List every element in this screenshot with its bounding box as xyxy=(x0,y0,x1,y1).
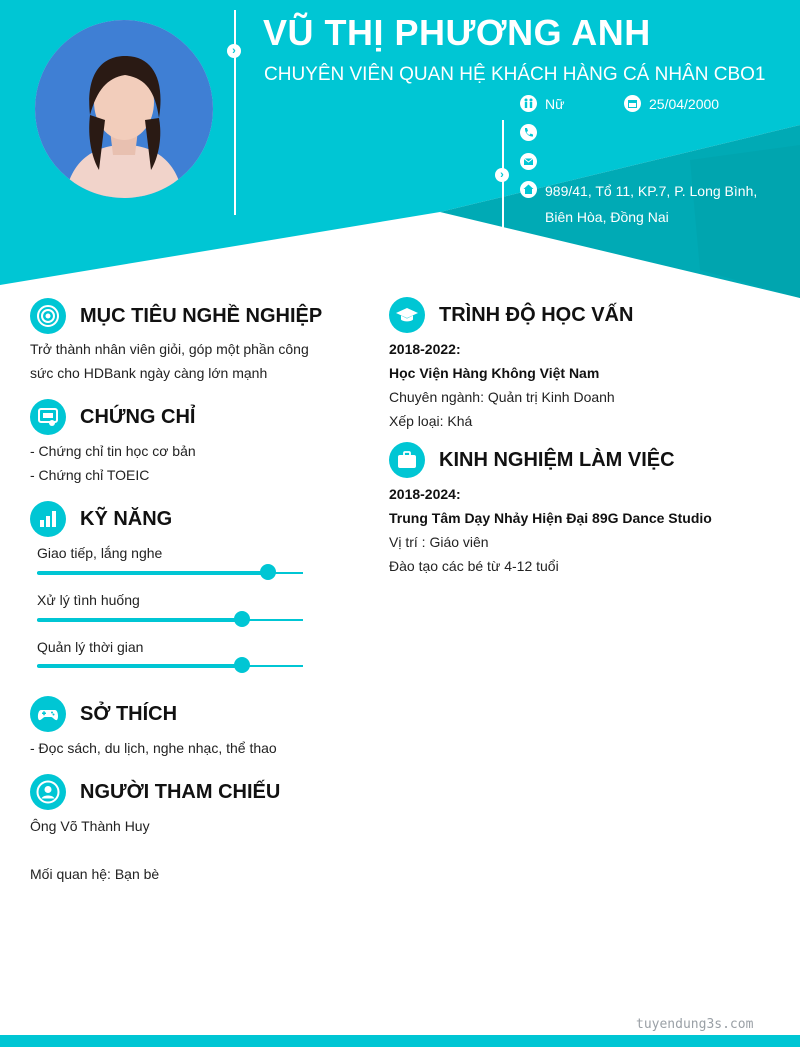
certificate-item: - Chứng chỉ tin học cơ bản xyxy=(30,443,196,459)
hobbies-text: - Đọc sách, du lịch, nghe nhạc, thể thao xyxy=(30,740,277,756)
profile-photo xyxy=(35,20,213,198)
skill-bar-fill xyxy=(37,664,242,668)
references-heading: NGƯỜI THAM CHIẾU xyxy=(80,780,281,803)
skills-heading: KỸ NĂNG xyxy=(80,507,173,530)
full-name: VŨ THỊ PHƯƠNG ANH xyxy=(263,12,651,53)
certificates-heading: CHỨNG CHỈ xyxy=(80,405,196,428)
hobbies-section-header xyxy=(30,696,177,732)
skill-label: Xử lý tình huống xyxy=(37,592,140,608)
home-icon xyxy=(520,181,537,198)
experience-section-header xyxy=(389,442,675,478)
skill-label: Giao tiếp, lắng nghe xyxy=(37,545,163,561)
objective-heading: MỤC TIÊU NGHỀ NGHIỆP xyxy=(80,304,323,327)
briefcase-icon xyxy=(389,442,425,478)
objective-line: Trở thành nhân viên giỏi, góp một phần công xyxy=(30,341,309,357)
user-icon xyxy=(30,774,66,810)
phone-icon xyxy=(520,124,537,141)
certificate-icon xyxy=(30,399,66,435)
skill-bar-fill xyxy=(37,571,268,575)
target-icon xyxy=(30,298,66,334)
certificate-item: - Chứng chỉ TOEIC xyxy=(30,467,150,483)
experience-company: Trung Tâm Dạy Nhảy Hiện Đại 89G Dance Studio xyxy=(389,510,712,526)
skill-label: Quản lý thời gian xyxy=(37,639,144,655)
education-major: Chuyên ngành: Quản trị Kinh Doanh xyxy=(389,389,615,405)
bar-chart-icon xyxy=(30,501,66,537)
skills-section-header xyxy=(30,501,172,537)
header-divider xyxy=(234,10,236,215)
gender-value: Nữ xyxy=(545,96,565,112)
experience-period: 2018-2024: xyxy=(389,486,461,502)
calendar-icon xyxy=(624,95,641,112)
hobbies-heading: SỞ THÍCH xyxy=(80,702,178,725)
address-value: 989/41, Tổ 11, KP.7, P. Long Bình, Biên Hòa, Đồng Nai xyxy=(545,183,758,225)
experience-description: Đào tạo các bé từ 4-12 tuổi xyxy=(389,558,559,574)
job-title: CHUYÊN VIÊN QUAN HỆ KHÁCH HÀNG CÁ NHÂN CBO1 xyxy=(264,64,766,85)
email-icon xyxy=(520,153,537,170)
skill-bar-fill xyxy=(37,618,242,622)
chevron-right-icon: › xyxy=(495,168,509,182)
experience-heading: KINH NGHIỆM LÀM VIỆC xyxy=(439,448,675,471)
graduation-cap-icon xyxy=(389,297,425,333)
education-section-header xyxy=(389,297,633,333)
gamepad-icon xyxy=(30,696,66,732)
skill-bar-knob xyxy=(260,564,276,580)
birthday-value: 25/04/2000 xyxy=(649,96,720,112)
reference-name: Ông Võ Thành Huy xyxy=(30,818,150,834)
objective-line: sức cho HDBank ngày càng lớn mạnh xyxy=(30,365,268,381)
gender-icon xyxy=(520,95,537,112)
education-school: Học Viện Hàng Không Việt Nam xyxy=(389,365,600,381)
references-section-header xyxy=(30,774,280,810)
certificates-section-header xyxy=(30,399,195,435)
objective-section-header xyxy=(30,298,322,334)
watermark: tuyendung3s.com xyxy=(636,1017,754,1032)
education-period: 2018-2022: xyxy=(389,341,461,357)
education-heading: TRÌNH ĐỘ HỌC VẤN xyxy=(439,303,634,326)
experience-position: Vị trí : Giáo viên xyxy=(389,534,489,550)
reference-relation: Mối quan hệ: Bạn bè xyxy=(30,866,160,882)
education-rank: Xếp loại: Khá xyxy=(389,413,473,429)
chevron-right-icon: › xyxy=(227,44,241,58)
skill-bar-knob xyxy=(234,611,250,627)
skill-bar-knob xyxy=(234,657,250,673)
footer-bar xyxy=(0,1035,800,1047)
